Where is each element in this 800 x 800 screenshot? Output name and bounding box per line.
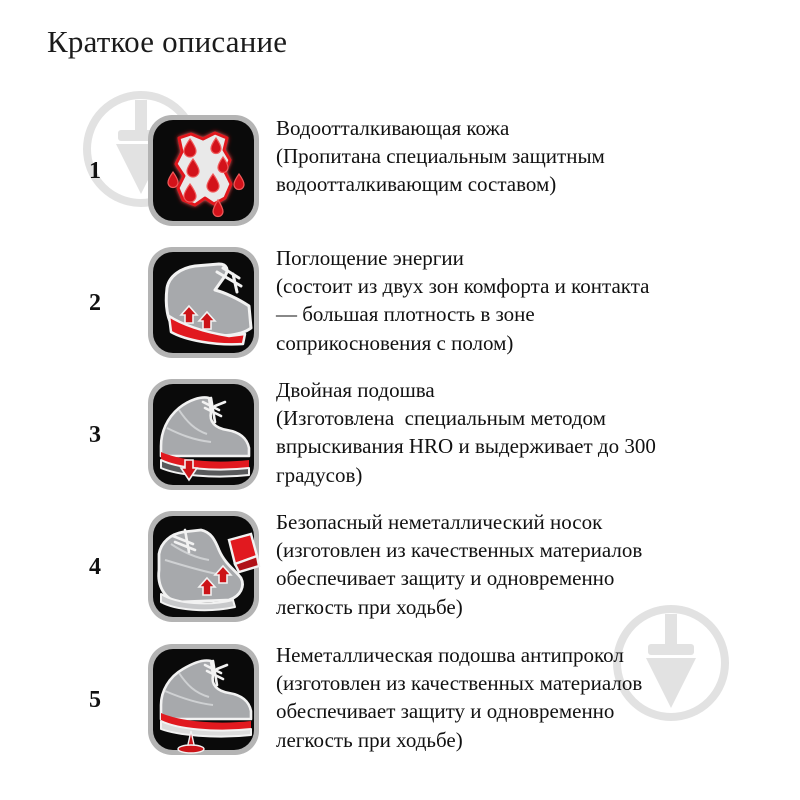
- feature-line: градусов): [276, 462, 363, 487]
- feature-line: Водоотталкивающая кожа: [276, 116, 510, 140]
- anti-puncture-sole-icon: [145, 641, 262, 758]
- page-title: Краткое описание: [47, 24, 288, 59]
- feature-line: (изготовлен из качественных материалов: [276, 538, 643, 563]
- feature-line: соприкосновения с полом): [276, 330, 514, 355]
- feature-description: [276, 244, 788, 357]
- feature-line: Поглощение энергии: [276, 246, 464, 270]
- feature-line: Неметаллическая подошва антипрокол: [276, 643, 624, 667]
- feature-number: 3: [89, 422, 101, 448]
- feature-line: (изготовлен из качественных материалов: [276, 671, 643, 696]
- feature-number: 4: [89, 554, 101, 580]
- feature-number: 1: [89, 158, 101, 184]
- feature-line: обеспечивает защиту и одновременно: [276, 699, 615, 724]
- feature-number: 2: [89, 290, 101, 316]
- feature-line: легкость при ходьбе): [276, 727, 463, 752]
- feature-description: [276, 641, 788, 754]
- double-sole-icon: [145, 376, 262, 493]
- feature-line: впрыскивания HRO и выдерживает до 300: [276, 434, 656, 459]
- feature-line: (Изготовлена специальным методом: [276, 406, 606, 431]
- feature-line: — большая плотность в зоне: [276, 302, 535, 327]
- feature-line: Двойная подошва: [276, 378, 435, 402]
- feature-description: [276, 508, 788, 621]
- feature-number: 5: [89, 687, 101, 713]
- feature-line: обеспечивает защиту и одновременно: [276, 566, 615, 591]
- feature-line: (Пропитана специальным защитным: [276, 144, 605, 169]
- feature-line: водоотталкивающим составом): [276, 172, 557, 197]
- feature-description: [276, 114, 788, 199]
- feature-line: легкость при ходьбе): [276, 594, 463, 619]
- feature-description: [276, 376, 788, 489]
- non-metallic-toe-cap-icon: [145, 508, 262, 625]
- feature-line: Безопасный неметаллический носок: [276, 510, 603, 534]
- feature-line: (состоит из двух зон комфорта и контакта: [276, 274, 650, 299]
- energy-absorption-heel-icon: [145, 244, 262, 361]
- water-repellent-leather-icon: [145, 112, 262, 229]
